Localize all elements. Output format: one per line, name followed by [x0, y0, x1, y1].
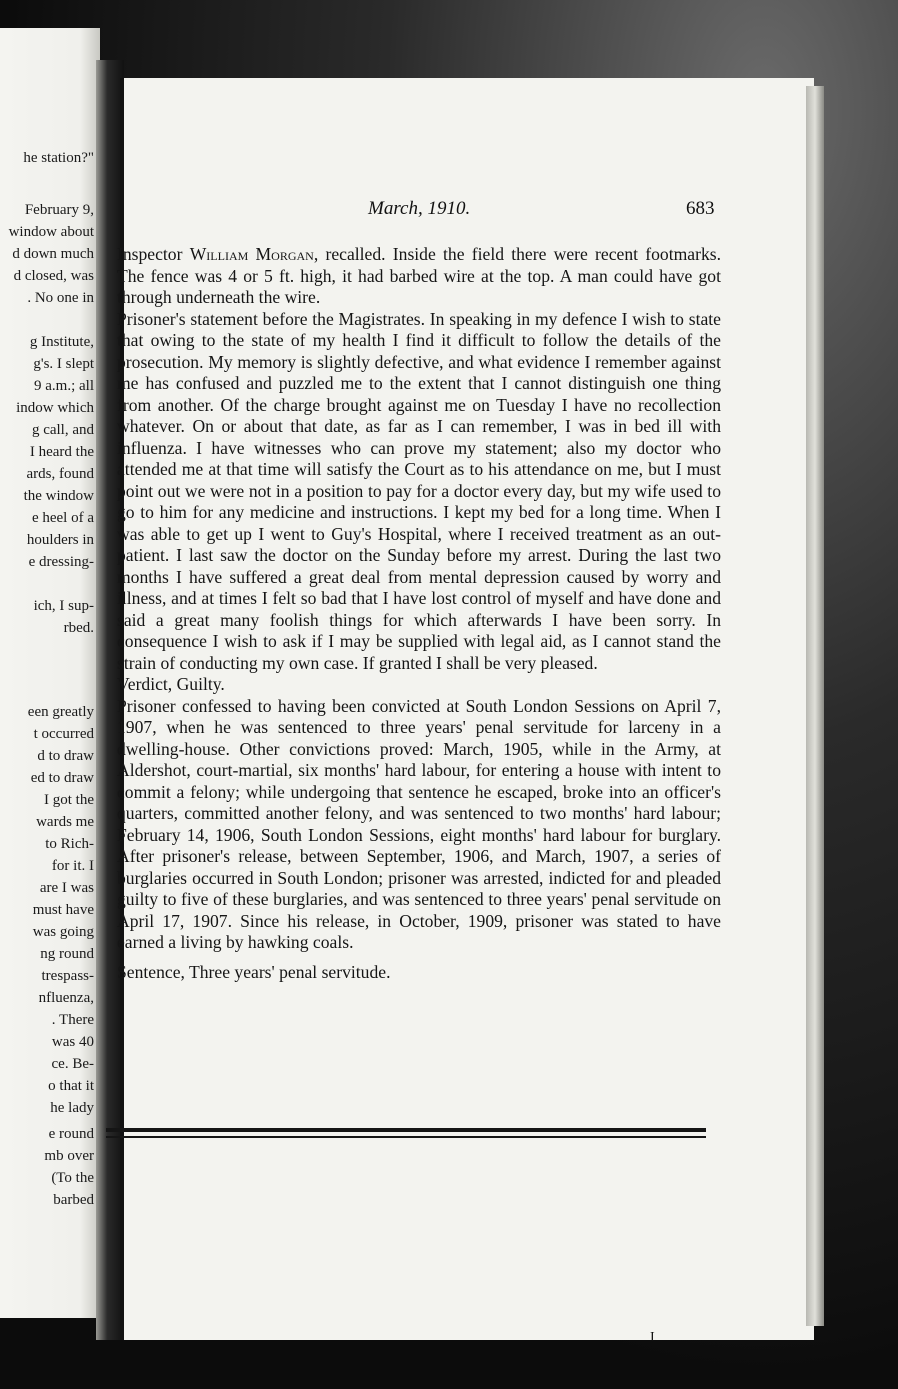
paragraph-convictions: Prisoner confessed to having been convicted at South London Sessions on April 7, 1907, when he was sentenced to three years' penal servitude for larceny in a dwelling-house. Other convictions proved: March, 1905, while in the Army, at Aldershot, court-martial, six months' hard labour, for entering a house with intent to commit a felony; while undergoing that sentence he escaped, broke into an officer's quarters, committed another felony, and was sentenced to two months' hard labour; February 14, 1906, South London Sessions, eight months' hard labour for burglary. After prisoner's release, between September, 1906, and March, 1907, a series of burglaries occurred in South London; prisoner was arrested, indicted for and pleaded guilty to five of these burglaries, and was sentenced to three years' penal servitude on April 17, 1907. Since his release, in October, 1909, prisoner was stated to have earned a living by hawking coals.: [117, 695, 721, 952]
left-margin-line: are I was: [39, 880, 94, 896]
left-margin-line: ed to draw: [30, 770, 94, 786]
left-margin-line: ce. Be-: [51, 1056, 94, 1072]
left-margin-line: wards me: [36, 814, 94, 830]
body-text: [117, 244, 721, 983]
left-margin-line: g call, and: [31, 422, 94, 438]
left-margin-line: . No one in: [27, 290, 94, 306]
signature-mark: I: [650, 1330, 655, 1345]
left-margin-line: ich, I sup-: [33, 598, 94, 614]
left-margin-line: I heard the: [29, 444, 94, 460]
left-margin-line: d down much: [12, 246, 94, 262]
witness-name: William Morgan: [189, 244, 314, 264]
left-margin-line: he lady: [50, 1100, 94, 1116]
left-margin-line: een greatly: [27, 704, 94, 720]
page-edge: [806, 86, 824, 1326]
left-margin-line: t occurred: [33, 726, 94, 742]
left-margin-line: I got the: [44, 792, 94, 808]
left-margin-line: (To the: [51, 1170, 94, 1186]
left-margin-line: 9 a.m.; all: [34, 378, 94, 394]
left-margin-line: o that it: [48, 1078, 94, 1094]
left-margin-line: g's. I slept: [33, 356, 94, 372]
left-margin-line: e round: [48, 1126, 94, 1142]
paragraph-lead-prefix: Inspector: [117, 244, 190, 264]
left-margin-line: d closed, was: [13, 268, 94, 284]
left-margin-line: he station?": [23, 150, 94, 166]
left-page-fragment: [0, 28, 100, 1318]
left-margin-line: . There: [51, 1012, 94, 1028]
left-margin-line: was 40: [51, 1034, 94, 1050]
paragraph-witness: [117, 244, 721, 309]
left-margin-line: for it. I: [51, 858, 94, 874]
paragraph-statement: Prisoner's statement before the Magistrates. In speaking in my defence I wish to state that owing to the state of my health I find it difficult to follow the details of the prosecution. My memory is slightly defective, and what evidence I remember against me has confused and puzzled me to the extent that I cannot distinguish one thing from another. Of the charge brought against me on Tuesday I have no recollection whatever. On or about that date, as far as I can remember, I was in bed ill with influenza. I have witnesses who can prove my statement; also my doctor who attended me at that time will satisfy the Court as to his attendance on me, but I must point out we were not in a position to pay for a doctor every day, but my wife used to go to him for any medicine and instructions. I kept my bed for a long time. When I was able to get up I went to Guy's Hospital, where I received treatment as an out-patient. I last saw the doctor on the Sunday before my arrest. During the last two months I have suffered a great deal from mental depression caused by worry and illness, and at times I felt so bad that I have lost control of myself and have done and said a great many foolish things for which afterwards I have been sorry. In consequence I wish to ask if I may be supplied with legal aid, as I cannot stand the strain of conducting my own case. If granted I shall be very pleased.: [117, 308, 721, 673]
left-margin-line: houlders in: [26, 532, 94, 548]
paragraph-sentence: Sentence, Three years' penal servitude.: [117, 961, 391, 982]
left-margin-line: e heel of a: [31, 510, 94, 526]
page-number: 683: [686, 198, 715, 219]
running-head: [120, 198, 810, 228]
left-margin-line: February 9,: [24, 202, 94, 218]
left-margin-line: trespass-: [41, 968, 94, 984]
running-head-title: March, 1910.: [368, 198, 471, 219]
left-margin-line: the window: [23, 488, 94, 504]
left-margin-line: nfluenza,: [38, 990, 94, 1006]
left-margin-line: barbed: [53, 1192, 94, 1208]
left-margin-line: must have: [32, 902, 94, 918]
section-rule-thick: [106, 1128, 706, 1132]
left-margin-line: rbed.: [63, 620, 94, 636]
left-margin-line: d to draw: [37, 748, 94, 764]
paragraph-text: , recalled. Inside the field there were recent footmarks. The fence was 4 or 5 ft. high, it had barbed wire at the top. A man could have got through underneath the wire.: [117, 244, 721, 307]
section-rule-thin: [106, 1136, 706, 1138]
left-margin-line: ng round: [40, 946, 94, 962]
left-margin-line: g Institute,: [29, 334, 94, 350]
left-margin-line: to Rich-: [45, 836, 94, 852]
left-margin-line: mb over: [44, 1148, 94, 1164]
paragraph-verdict: Verdict, Guilty.: [117, 674, 225, 694]
left-margin-line: e dressing-: [28, 554, 94, 570]
left-margin-line: window about: [8, 224, 94, 240]
left-margin-line: indow which: [16, 400, 94, 416]
left-margin-line: ards, found: [26, 466, 94, 482]
left-margin-line: was going: [32, 924, 94, 940]
